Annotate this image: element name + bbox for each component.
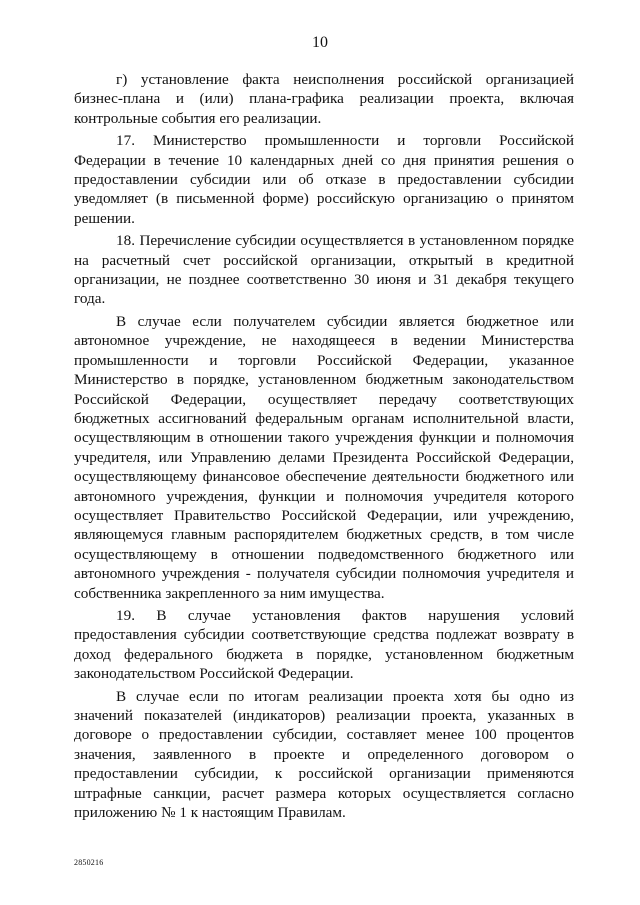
paragraph-17: 17. Министерство промышленности и торговли Российской Федерации в течение 10 календарных дней со дня принятия решения о предоставлении субсидии или об отказе в предоставлении субсидии уведомляет (в письменной форме) российскую организацию о принятом решении. — [74, 132, 574, 227]
paragraph-19: 19. В случае установления фактов нарушения условий предоставления субсидии соответствующие средства подлежат возврату в доход федерального бюджета в порядке, установленном бюджетным законодательством Российской Федерации. — [74, 606, 574, 683]
paragraph-item-g: г) установление факта неисполнения российской организацией бизнес-плана и (или) плана-графика реализации проекта, включая контрольные события его реализации. — [74, 71, 574, 127]
paragraph-19-penalties: В случае если по итогам реализации проекта хотя бы одно из значений показателей (индикаторов) реализации проекта, указанных в договоре о предоставлении субсидии, составляет менее 100 процентов значения, заявленного в проекте и определенного договором о предоставлении субсидии, к российской организации применяются штрафные санкции, расчет размера которых осуществляется согласно приложению № 1 к настоящим Правилам. — [74, 687, 574, 822]
paragraph-18: 18. Перечисление субсидии осуществляется в установленном порядке на расчетный счет российской организации, открытый в кредитной организации, не позднее соответственно 30 июня и 31 декабря текущего года. — [74, 232, 574, 308]
document-code: 2850216 — [74, 858, 104, 867]
paragraph-18-budget-institution: В случае если получателем субсидии является бюджетное или автономное учреждение, не находящееся в ведении Министерства промышленности и торговли Российской Федерации, указанное Министерство в порядке, установленном бюджетным законодательством Российской Федерации, осуществляет передачу соответствующих бюджетных ассигнований федеральным органам исполнительной власти, осуществляющим в отношении такого учреждения функции и полномочия учредителя, или Управлению делами Президента Российской Федерации, осуществляющему финансовое обеспечение деятельности бюджетного или автономного учреждения, функции и полномочия учредителя которого осуществляет Правительство Российской Федерации, или учреждению, являющемуся главным распорядителем бюджетных средств, в том числе осуществляющему в отношении подведомственного бюджетного или автономного учреждения - получателя субсидии полномочия учредителя и собственника закрепленного за ним имущества. — [74, 312, 574, 602]
page-number: 10 — [312, 34, 328, 51]
document-body — [74, 70, 574, 825]
